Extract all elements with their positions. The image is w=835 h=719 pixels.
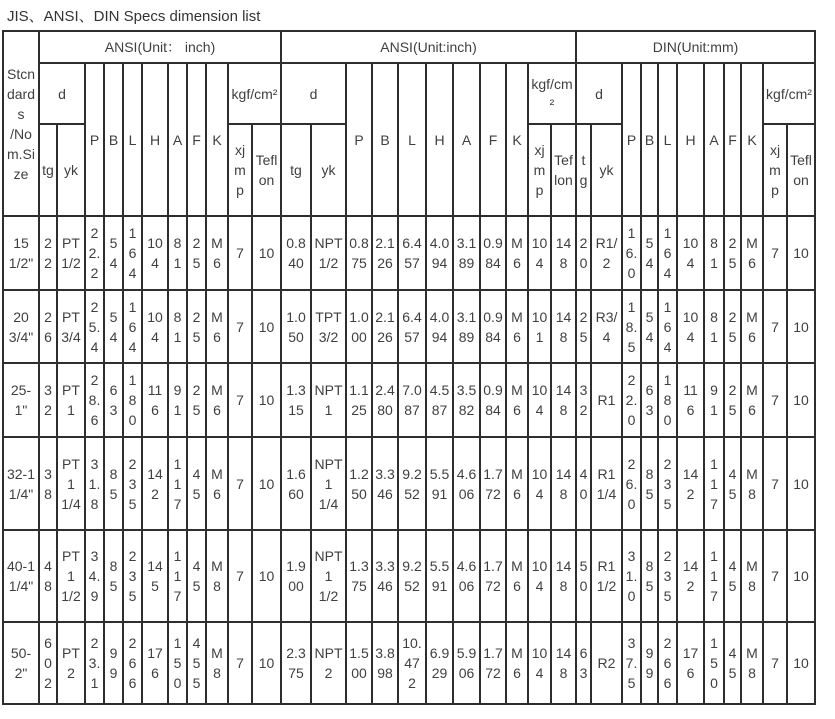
cell-ansi-P: 1.000 xyxy=(346,290,372,363)
cell-din-L: 164 xyxy=(658,216,677,290)
cell-jis-F: 25 xyxy=(187,363,206,437)
row-size-label: 15 1/2" xyxy=(3,216,39,290)
row-size-label: 32-1 1/4" xyxy=(3,437,39,530)
cell-ansi-xjmp: 104 xyxy=(528,216,551,290)
cell-din-tg: 25 xyxy=(576,290,591,363)
dim-header-A-din: A xyxy=(704,63,724,216)
cell-jis-B: 85 xyxy=(104,530,123,622)
dim-header-H-din: H xyxy=(677,63,704,216)
cell-din-P: 16.0 xyxy=(622,216,641,290)
cell-jis-F: 455 xyxy=(187,622,206,704)
cell-din-yk: R3/4 xyxy=(591,290,622,363)
cell-din-F: 45 xyxy=(724,437,741,530)
cell-din-yk: R1 1/4 xyxy=(591,437,622,530)
cell-ansi-tg: 1.660 xyxy=(281,437,311,530)
cell-din-P: 37.5 xyxy=(622,622,641,704)
cell-ansi-B: 3.346 xyxy=(372,530,398,622)
cell-jis-H: 176 xyxy=(142,622,168,704)
dim-header-P-jis: P xyxy=(85,63,104,216)
cell-jis-P: 23.1 xyxy=(85,622,104,704)
xjmp-header-ansi: xjmp xyxy=(528,124,551,216)
cell-din-H: 142 xyxy=(677,437,704,530)
cell-jis-L: 235 xyxy=(123,437,142,530)
table-row xyxy=(3,437,815,530)
cell-jis-K: M8 xyxy=(206,622,228,704)
cell-ansi-yk: NPT2 xyxy=(311,622,346,704)
cell-ansi-P: 1.250 xyxy=(346,437,372,530)
cell-jis-tg: 26 xyxy=(39,290,57,363)
cell-jis-B: 54 xyxy=(104,290,123,363)
cell-din-teflon: 10 xyxy=(787,290,815,363)
cell-ansi-F: 0.984 xyxy=(480,290,506,363)
tg-header-ansi: tg xyxy=(281,124,311,216)
cell-din-K: M8 xyxy=(741,622,763,704)
cell-din-tg: 40 xyxy=(576,437,591,530)
cell-ansi-K: M6 xyxy=(506,290,528,363)
cell-ansi-P: 1.125 xyxy=(346,363,372,437)
cell-din-F: 25 xyxy=(724,216,741,290)
cell-jis-A: 117 xyxy=(168,437,187,530)
cell-jis-yk: PT3/4 xyxy=(57,290,85,363)
cell-din-H: 104 xyxy=(677,216,704,290)
cell-ansi-L: 7.087 xyxy=(398,363,426,437)
cell-ansi-P: 0.875 xyxy=(346,216,372,290)
cell-jis-teflon: 10 xyxy=(252,437,281,530)
cell-jis-teflon: 10 xyxy=(252,622,281,704)
cell-din-F: 25 xyxy=(724,290,741,363)
cell-din-K: M6 xyxy=(741,216,763,290)
row-size-label: 50-2" xyxy=(3,622,39,704)
cell-ansi-B: 2.126 xyxy=(372,290,398,363)
cell-jis-yk: PT1 xyxy=(57,363,85,437)
cell-jis-L: 164 xyxy=(123,290,142,363)
teflon-header-din: Teflon xyxy=(787,124,815,216)
cell-jis-K: M6 xyxy=(206,363,228,437)
dim-header-K-jis: K xyxy=(206,63,228,216)
cell-ansi-H: 5.591 xyxy=(426,437,453,530)
cell-ansi-H: 4.094 xyxy=(426,290,453,363)
cell-din-K: M6 xyxy=(741,363,763,437)
dim-header-L-ansi: L xyxy=(398,63,426,216)
corner-header: Stcndards /Nom.Size xyxy=(3,31,39,216)
cell-ansi-teflon: 148 xyxy=(551,216,576,290)
cell-jis-F: 25 xyxy=(187,216,206,290)
cell-ansi-B: 2.480 xyxy=(372,363,398,437)
cell-din-H: 116 xyxy=(677,363,704,437)
cell-din-H: 176 xyxy=(677,622,704,704)
cell-din-L: 235 xyxy=(658,530,677,622)
dim-header-P-ansi: P xyxy=(346,63,372,216)
yk-header-ansi: yk xyxy=(311,124,346,216)
cell-jis-A: 150 xyxy=(168,622,187,704)
dim-header-A-jis: A xyxy=(168,63,187,216)
cell-ansi-teflon: 148 xyxy=(551,363,576,437)
cell-jis-K: M6 xyxy=(206,290,228,363)
cell-jis-teflon: 10 xyxy=(252,363,281,437)
cell-ansi-P: 1.500 xyxy=(346,622,372,704)
table-row xyxy=(3,622,815,704)
cell-din-yk: R1 1/2 xyxy=(591,530,622,622)
cell-jis-P: 28.6 xyxy=(85,363,104,437)
cell-din-P: 26.0 xyxy=(622,437,641,530)
cell-jis-tg: 602 xyxy=(39,622,57,704)
dim-header-F-ansi: F xyxy=(480,63,506,216)
tg-header-jis: tg xyxy=(39,124,57,216)
cell-ansi-yk: NPT1 1/2 xyxy=(311,530,346,622)
cell-din-L: 235 xyxy=(658,437,677,530)
cell-din-B: 85 xyxy=(641,437,658,530)
cell-din-P: 18.5 xyxy=(622,290,641,363)
cell-jis-H: 104 xyxy=(142,290,168,363)
cell-ansi-B: 3.898 xyxy=(372,622,398,704)
cell-ansi-F: 1.772 xyxy=(480,437,506,530)
cell-jis-L: 266 xyxy=(123,622,142,704)
d-header-din: d xyxy=(576,63,622,124)
cell-din-F: 45 xyxy=(724,622,741,704)
cell-din-L: 164 xyxy=(658,290,677,363)
cell-jis-B: 85 xyxy=(104,437,123,530)
cell-jis-yk: PT1/2 xyxy=(57,216,85,290)
cell-ansi-A: 4.606 xyxy=(453,530,480,622)
cell-din-B: 54 xyxy=(641,216,658,290)
cell-jis-xjmp: 7 xyxy=(228,530,252,622)
cell-ansi-tg: 2.375 xyxy=(281,622,311,704)
cell-ansi-tg: 1.315 xyxy=(281,363,311,437)
cell-ansi-teflon: 148 xyxy=(551,530,576,622)
cell-jis-L: 180 xyxy=(123,363,142,437)
dim-header-A-ansi: A xyxy=(453,63,480,216)
cell-ansi-B: 3.346 xyxy=(372,437,398,530)
cell-din-teflon: 10 xyxy=(787,437,815,530)
cell-ansi-xjmp: 101 xyxy=(528,290,551,363)
dim-header-K-ansi: K xyxy=(506,63,528,216)
dim-header-B-din: B xyxy=(641,63,658,216)
cell-din-L: 266 xyxy=(658,622,677,704)
cell-din-P: 31.0 xyxy=(622,530,641,622)
cell-din-teflon: 10 xyxy=(787,363,815,437)
dim-header-P-din: P xyxy=(622,63,641,216)
specs-dimension-table xyxy=(2,30,816,705)
cell-ansi-F: 0.984 xyxy=(480,216,506,290)
cell-ansi-A: 3.189 xyxy=(453,290,480,363)
table-row xyxy=(3,363,815,437)
cell-ansi-xjmp: 104 xyxy=(528,437,551,530)
cell-jis-H: 104 xyxy=(142,216,168,290)
cell-ansi-A: 3.189 xyxy=(453,216,480,290)
cell-ansi-H: 4.094 xyxy=(426,216,453,290)
cell-ansi-yk: NPT1 1/4 xyxy=(311,437,346,530)
cell-ansi-K: M6 xyxy=(506,530,528,622)
cell-din-tg: 50 xyxy=(576,530,591,622)
cell-din-A: 117 xyxy=(704,530,724,622)
cell-jis-P: 31.8 xyxy=(85,437,104,530)
cell-ansi-A: 3.582 xyxy=(453,363,480,437)
dim-header-L-jis: L xyxy=(123,63,142,216)
pressure-header-ansi: kgf/cm² xyxy=(528,63,576,124)
cell-ansi-K: M6 xyxy=(506,437,528,530)
cell-din-B: 63 xyxy=(641,363,658,437)
cell-din-tg: 63 xyxy=(576,622,591,704)
dim-header-F-jis: F xyxy=(187,63,206,216)
cell-din-yk: R1 xyxy=(591,363,622,437)
dim-header-F-din: F xyxy=(724,63,741,216)
teflon-header-ansi: Teflon xyxy=(551,124,576,216)
cell-ansi-teflon: 148 xyxy=(551,290,576,363)
cell-ansi-B: 2.126 xyxy=(372,216,398,290)
cell-jis-tg: 22 xyxy=(39,216,57,290)
cell-din-yk: R1/2 xyxy=(591,216,622,290)
cell-ansi-K: M6 xyxy=(506,622,528,704)
cell-jis-K: M6 xyxy=(206,437,228,530)
cell-ansi-xjmp: 104 xyxy=(528,363,551,437)
cell-ansi-L: 9.252 xyxy=(398,437,426,530)
cell-ansi-L: 9.252 xyxy=(398,530,426,622)
group-header-din: DIN(Unit:mm) xyxy=(576,31,815,63)
cell-jis-L: 164 xyxy=(123,216,142,290)
cell-ansi-xjmp: 104 xyxy=(528,530,551,622)
d-header-jis: d xyxy=(39,63,85,124)
cell-jis-F: 45 xyxy=(187,437,206,530)
cell-jis-A: 81 xyxy=(168,290,187,363)
cell-jis-yk: PT2 xyxy=(57,622,85,704)
cell-jis-tg: 32 xyxy=(39,363,57,437)
cell-ansi-F: 1.772 xyxy=(480,622,506,704)
cell-ansi-F: 1.772 xyxy=(480,530,506,622)
cell-din-A: 150 xyxy=(704,622,724,704)
cell-din-xjmp: 7 xyxy=(763,290,787,363)
cell-din-tg: 32 xyxy=(576,363,591,437)
cell-jis-K: M8 xyxy=(206,530,228,622)
cell-jis-yk: PT1 1/2 xyxy=(57,530,85,622)
cell-ansi-yk: TPT3/2 xyxy=(311,290,346,363)
cell-jis-P: 22.2 xyxy=(85,216,104,290)
dim-header-B-jis: B xyxy=(104,63,123,216)
teflon-header-jis: Teflon xyxy=(252,124,281,216)
cell-jis-yk: PT1 1/4 xyxy=(57,437,85,530)
cell-jis-B: 63 xyxy=(104,363,123,437)
pressure-header-jis: kgf/cm² xyxy=(228,63,281,124)
xjmp-header-din: xjmp xyxy=(763,124,787,216)
cell-ansi-L: 6.457 xyxy=(398,290,426,363)
yk-header-jis: yk xyxy=(57,124,85,216)
cell-din-H: 142 xyxy=(677,530,704,622)
cell-jis-A: 117 xyxy=(168,530,187,622)
cell-din-xjmp: 7 xyxy=(763,363,787,437)
table-row xyxy=(3,530,815,622)
cell-ansi-yk: NPT1 xyxy=(311,363,346,437)
cell-ansi-K: M6 xyxy=(506,363,528,437)
page-title: JIS、ANSI、DIN Specs dimension list xyxy=(7,8,261,25)
cell-ansi-L: 6.457 xyxy=(398,216,426,290)
dim-header-K-din: K xyxy=(741,63,763,216)
cell-jis-H: 145 xyxy=(142,530,168,622)
cell-jis-A: 91 xyxy=(168,363,187,437)
cell-jis-xjmp: 7 xyxy=(228,622,252,704)
cell-din-F: 45 xyxy=(724,530,741,622)
cell-jis-xjmp: 7 xyxy=(228,437,252,530)
table-row xyxy=(3,216,815,290)
cell-jis-P: 25.4 xyxy=(85,290,104,363)
cell-din-yk: R2 xyxy=(591,622,622,704)
dim-header-B-ansi: B xyxy=(372,63,398,216)
cell-ansi-A: 5.906 xyxy=(453,622,480,704)
cell-din-K: M6 xyxy=(741,290,763,363)
cell-jis-B: 99 xyxy=(104,622,123,704)
row-size-label: 20 3/4" xyxy=(3,290,39,363)
cell-ansi-yk: NPT1/2 xyxy=(311,216,346,290)
cell-ansi-L: 10.472 xyxy=(398,622,426,704)
cell-jis-tg: 38 xyxy=(39,437,57,530)
xjmp-header-jis: xjmp xyxy=(228,124,252,216)
row-size-label: 40-1 1/4" xyxy=(3,530,39,622)
cell-din-teflon: 10 xyxy=(787,622,815,704)
dim-header-L-din: L xyxy=(658,63,677,216)
group-header-jis: ANSI(Unit： inch) xyxy=(39,31,281,63)
cell-jis-tg: 48 xyxy=(39,530,57,622)
cell-ansi-P: 1.375 xyxy=(346,530,372,622)
cell-ansi-A: 4.606 xyxy=(453,437,480,530)
cell-din-xjmp: 7 xyxy=(763,437,787,530)
cell-jis-F: 45 xyxy=(187,530,206,622)
cell-din-B: 54 xyxy=(641,290,658,363)
cell-din-A: 91 xyxy=(704,363,724,437)
group-header-ansi: ANSI(Unit:inch) xyxy=(281,31,576,63)
cell-din-tg: 20 xyxy=(576,216,591,290)
cell-din-L: 180 xyxy=(658,363,677,437)
cell-jis-P: 34.9 xyxy=(85,530,104,622)
cell-ansi-teflon: 148 xyxy=(551,437,576,530)
cell-ansi-tg: 1.050 xyxy=(281,290,311,363)
table-row xyxy=(3,290,815,363)
cell-jis-teflon: 10 xyxy=(252,290,281,363)
cell-jis-xjmp: 7 xyxy=(228,216,252,290)
cell-ansi-H: 5.591 xyxy=(426,530,453,622)
cell-ansi-tg: 0.840 xyxy=(281,216,311,290)
row-size-label: 25-1" xyxy=(3,363,39,437)
cell-din-A: 81 xyxy=(704,216,724,290)
cell-ansi-K: M6 xyxy=(506,216,528,290)
dim-header-H-ansi: H xyxy=(426,63,453,216)
cell-jis-teflon: 10 xyxy=(252,530,281,622)
cell-din-A: 81 xyxy=(704,290,724,363)
cell-din-teflon: 10 xyxy=(787,530,815,622)
cell-din-K: M8 xyxy=(741,437,763,530)
cell-jis-A: 81 xyxy=(168,216,187,290)
cell-jis-L: 235 xyxy=(123,530,142,622)
cell-din-A: 117 xyxy=(704,437,724,530)
cell-ansi-tg: 1.900 xyxy=(281,530,311,622)
cell-jis-xjmp: 7 xyxy=(228,290,252,363)
cell-ansi-teflon: 148 xyxy=(551,622,576,704)
cell-ansi-H: 4.587 xyxy=(426,363,453,437)
cell-din-P: 22.0 xyxy=(622,363,641,437)
cell-jis-F: 25 xyxy=(187,290,206,363)
cell-din-xjmp: 7 xyxy=(763,216,787,290)
cell-ansi-xjmp: 104 xyxy=(528,622,551,704)
cell-ansi-F: 0.984 xyxy=(480,363,506,437)
cell-din-F: 25 xyxy=(724,363,741,437)
cell-din-B: 99 xyxy=(641,622,658,704)
dim-header-H-jis: H xyxy=(142,63,168,216)
tg-header-din: tg xyxy=(576,124,591,216)
cell-din-B: 85 xyxy=(641,530,658,622)
cell-ansi-H: 6.929 xyxy=(426,622,453,704)
cell-din-xjmp: 7 xyxy=(763,622,787,704)
cell-din-H: 104 xyxy=(677,290,704,363)
cell-din-teflon: 10 xyxy=(787,216,815,290)
cell-jis-H: 142 xyxy=(142,437,168,530)
pressure-header-din: kgf/cm² xyxy=(763,63,815,124)
cell-din-K: M8 xyxy=(741,530,763,622)
cell-jis-xjmp: 7 xyxy=(228,363,252,437)
cell-jis-H: 116 xyxy=(142,363,168,437)
cell-jis-teflon: 10 xyxy=(252,216,281,290)
d-header-ansi: d xyxy=(281,63,346,124)
yk-header-din: yk xyxy=(591,124,622,216)
cell-din-xjmp: 7 xyxy=(763,530,787,622)
cell-jis-B: 54 xyxy=(104,216,123,290)
cell-jis-K: M6 xyxy=(206,216,228,290)
